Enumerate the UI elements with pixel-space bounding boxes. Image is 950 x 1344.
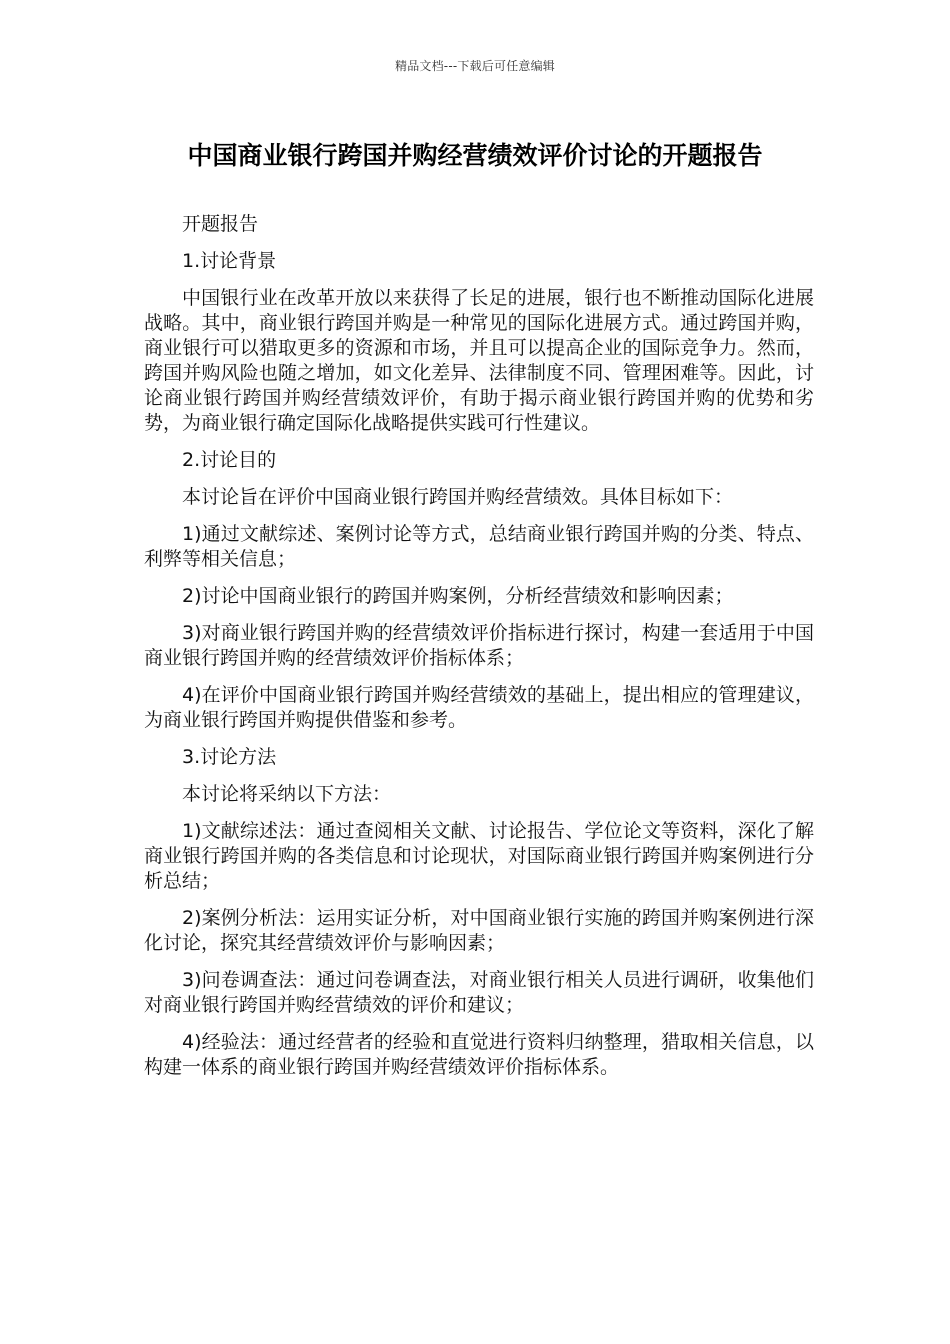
method-item-3: 3)问卷调查法：通过问卷调查法，对商业银行相关人员进行调研，收集他们对商业银行跨国并购经营绩效的评价和建议； (144, 969, 814, 1016)
method-item-1: 1)文献综述法：通过查阅相关文献、讨论报告、学位论文等资料，深化了解商业银行跨国并购的各类信息和讨论现状，对国际商业银行跨国并购案例进行分析总结； (144, 820, 814, 892)
purpose-item-2: 2)讨论中国商业银行的跨国并购案例，分析经营绩效和影响因素； (182, 585, 734, 607)
header-note: 精品文档---下载后可任意编辑 (395, 59, 555, 73)
purpose-item-4: 4)在评价中国商业银行跨国并购经营绩效的基础上，提出相应的管理建议，为商业银行跨国并购提供借鉴和参考。 (144, 684, 814, 731)
method-item-4: 4)经验法：通过经营者的经验和直觉进行资料归纳整理，猎取相关信息，以构建一体系的商业银行跨国并购经营绩效评价指标体系。 (144, 1031, 814, 1078)
document-title: 中国商业银行跨国并购经营绩效评价讨论的开题报告 (187, 141, 763, 170)
document-body (144, 212, 814, 1092)
paragraph-methods-intro: 本讨论将采纳以下方法： (182, 783, 392, 805)
method-item-2: 2)案例分析法：运用实证分析，对中国商业银行实施的跨国并购案例进行深化讨论，探究其经营绩效评价与影响因素； (144, 907, 814, 954)
heading-methods: 3.讨论方法 (182, 746, 277, 768)
heading-purpose: 2.讨论目的 (182, 449, 277, 471)
paragraph-purpose-intro: 本讨论旨在评价中国商业银行跨国并购经营绩效。具体目标如下： (182, 486, 734, 508)
paragraph-background: 中国银行业在改革开放以来获得了长足的进展，银行也不断推动国际化进展战略。其中，商业银行跨国并购是一种常见的国际化进展方式。通过跨国并购，商业银行可以猎取更多的资源和市场，并且可以提高企业的国际竞争力。然而，跨国并购风险也随之增加，如文化差异、法律制度不同、管理困难等。因此，讨论商业银行跨国并购经营绩效评价，有助于揭示商业银行跨国并购的优势和劣势，为商业银行确定国际化战略提供实践可行性建议。 (144, 287, 814, 434)
purpose-item-1: 1)通过文献综述、案例讨论等方式，总结商业银行跨国并购的分类、特点、利弊等相关信息； (144, 523, 814, 570)
purpose-item-3: 3)对商业银行跨国并购的经营绩效评价指标进行探讨，构建一套适用于中国商业银行跨国并购的经营绩效评价指标体系； (144, 622, 814, 669)
heading-background: 1.讨论背景 (182, 250, 277, 272)
section-label-proposal: 开题报告 (182, 213, 259, 235)
